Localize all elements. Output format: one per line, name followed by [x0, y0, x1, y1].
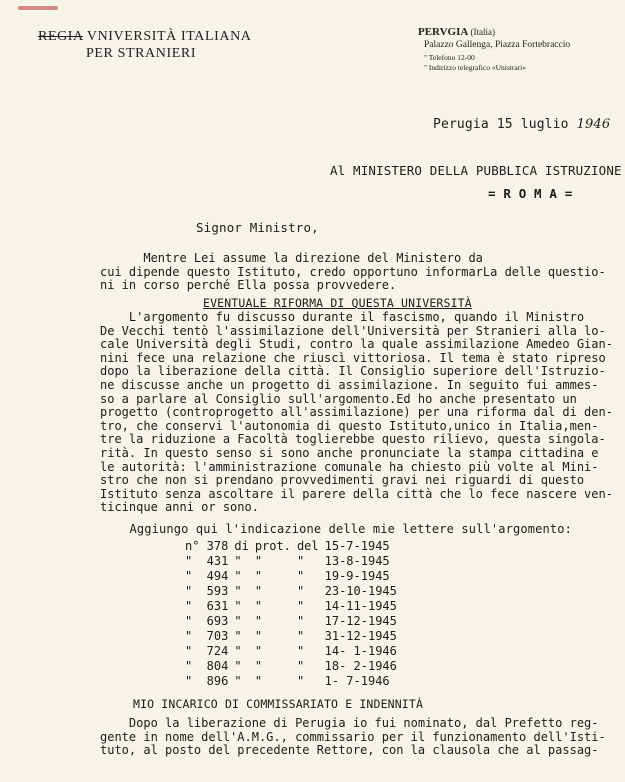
ref-number: " 724: [185, 644, 229, 659]
letterhead-city: [418, 26, 495, 38]
ref-di: ": [234, 674, 242, 689]
ref-date: 23-10-1945: [324, 583, 397, 598]
body-line: stro che non si prendano provvedimenti gravi nei riguardi di questo: [100, 473, 585, 488]
table-row: [185, 598, 403, 613]
ref-number: n° 378: [185, 538, 229, 553]
ref-number: " 703: [185, 629, 229, 644]
ref-prot: ": [254, 553, 263, 568]
ref-number: " 693: [185, 614, 229, 629]
ref-prot: ": [254, 644, 263, 659]
ref-del: ": [296, 568, 305, 583]
letterhead-telegraph: " Indirizzo telegrafico «Unistrari»: [424, 63, 526, 72]
body-line: le autorità: l'amministrazione comunale ha chiesto più volte al Mini-: [100, 459, 599, 474]
ref-di: ": [234, 644, 242, 659]
body-line: tro, che conservi l'autonomia di questo Istituto,unico in Italia,men-: [100, 418, 599, 433]
ref-prot: ": [254, 614, 263, 629]
ref-prot: ": [254, 674, 263, 689]
table-row: [185, 613, 403, 628]
ref-number: " 896: [185, 674, 229, 689]
ref-del: ": [296, 614, 305, 629]
ref-prot: ": [254, 629, 263, 644]
body-line: dopo la liberazione della città. Il Consiglio superiore dell'Istruzio-: [100, 364, 606, 379]
intro-line: cui dipende questo Istituto, credo opportuno informarLa delle questio-: [100, 264, 606, 279]
date-year-handwritten: 1946: [576, 117, 611, 132]
body-line: L'argomento fu discusso durante il fascismo, quando il Ministro: [100, 310, 585, 324]
ref-di: ": [234, 629, 242, 644]
reform-paragraph: [100, 310, 613, 515]
table-row: [185, 538, 403, 553]
salutation: Signor Ministro,: [196, 220, 319, 235]
ref-number: " 804: [185, 659, 229, 674]
ref-del: ": [296, 583, 305, 598]
ref-del: del: [296, 538, 319, 553]
letterhead-university-name: [38, 29, 252, 45]
ref-di: ": [234, 598, 242, 613]
body-line: rità. In questo senso si sono anche pronunciate la stampa cittadina e: [100, 445, 599, 460]
commission-paragraph: [100, 717, 605, 758]
table-row: [185, 659, 403, 674]
ref-date: 31-12-1945: [324, 629, 397, 644]
ref-number: " 631: [185, 598, 229, 613]
ref-number: " 431: [185, 553, 229, 568]
letterhead-address: Palazzo Gallenga, Piazza Fortebraccio: [424, 40, 571, 50]
body-line: so a parlare al Consiglio sull'argomento.Ed ho anche presentato un: [100, 391, 577, 406]
body-line: cale Università degli Studi, contro la quale assimilazione Amedeo Gian-: [100, 337, 613, 352]
ref-date: 15-7-1945: [324, 538, 390, 553]
date-text: Perugia 15 luglio: [433, 117, 569, 132]
ref-date: 17-12-1945: [324, 614, 397, 629]
ref-del: ": [296, 629, 305, 644]
table-row: [185, 644, 403, 659]
letterhead-phone: " Telefono 12-00: [424, 53, 475, 62]
section-heading-reform: EVENTUALE RIFORMA DI QUESTA UNIVERSITÀ: [203, 296, 472, 310]
body-line: tre la riduzione a Facoltà toglierebbe questo rilievo, questa singola-: [100, 432, 606, 447]
letters-reference-table: [185, 538, 403, 689]
ref-di: ": [234, 583, 242, 598]
body-line: Dopo la liberazione di Perugia io fui nominato, dal Prefetto reg-: [100, 716, 599, 730]
intro-line: ni in corso perché Ella possa provvedere.: [100, 278, 397, 293]
body-line: Istituto senza ascoltare il parere della città che lo fece nascere ven-: [100, 486, 613, 501]
table-row: [185, 674, 403, 689]
letterhead-name-rest: VNIVERSITÀ ITALIANA: [86, 29, 252, 44]
body-line: ne discusse anche un progetto di assimilazione. In seguito fui ammes-: [100, 377, 599, 392]
table-row: [185, 629, 403, 644]
ref-date: 13-8-1945: [324, 553, 390, 568]
section-heading-commission: MIO INCARICO DI COMMISSARIATO E INDENNITÀ: [133, 697, 424, 711]
ref-date: 1- 7-1946: [324, 674, 390, 689]
table-row: [185, 553, 403, 568]
ref-del: ": [296, 553, 305, 568]
body-line: progetto (controprogetto all'assimilazione) per una riforma dal di den-: [100, 405, 613, 420]
letter-date: [433, 117, 610, 132]
ref-date: 14-11-1945: [324, 598, 397, 613]
ref-di: ": [234, 614, 242, 629]
body-line: De Vecchi tentò l'assimilazione dell'Università per Stranieri alla lo-: [100, 323, 606, 338]
body-line: ticinque anni or sono.: [100, 500, 259, 515]
ref-del: ": [296, 674, 305, 689]
table-row: [185, 568, 403, 583]
ref-del: ": [296, 644, 305, 659]
ref-number: " 494: [185, 568, 229, 583]
ref-di: ": [234, 659, 242, 674]
addressee-line1: Al MINISTERO DELLA PUBBLICA ISTRUZIONE: [330, 163, 622, 178]
ref-di: ": [234, 568, 242, 583]
addressee-city: = R O M A =: [488, 186, 573, 201]
ref-prot: ": [254, 659, 263, 674]
ref-date: 18- 2-1946: [324, 659, 397, 674]
ref-di: di: [234, 538, 249, 553]
letterhead-city-name: PERVGIA: [418, 26, 468, 38]
refs-intro: Aggiungo qui l'indicazione delle mie lettere sull'argomento:: [100, 522, 572, 536]
table-row: [185, 583, 403, 598]
ref-del: ": [296, 659, 305, 674]
ref-date: 14- 1-1946: [324, 644, 397, 659]
ref-date: 19-9-1945: [324, 568, 390, 583]
body-line: tuto, al posto del precedente Rettore, con la clausola che al passag-: [100, 743, 599, 758]
letterhead-subtitle: PER STRANIERI: [86, 46, 197, 61]
letterhead-struck-word: REGIA: [38, 29, 83, 44]
ref-di: ": [234, 553, 242, 568]
ref-number: " 593: [185, 583, 229, 598]
intro-paragraph: [100, 252, 605, 293]
corner-mark: [18, 6, 58, 10]
ref-prot: ": [254, 598, 263, 613]
body-line: gente in nome dell'A.M.G., commissario per il funzionamento dell'Isti-: [100, 729, 606, 744]
body-line: nini fece una relazione che riuscì vittoriosa. Il tema è stato ripreso: [100, 350, 606, 365]
ref-del: ": [296, 598, 305, 613]
ref-prot: prot.: [254, 538, 291, 553]
intro-line: Mentre Lei assume la direzione del Ministero da: [100, 251, 483, 265]
ref-prot: ": [254, 583, 263, 598]
letterhead-country: (Italia): [470, 27, 495, 37]
ref-prot: ": [254, 568, 263, 583]
